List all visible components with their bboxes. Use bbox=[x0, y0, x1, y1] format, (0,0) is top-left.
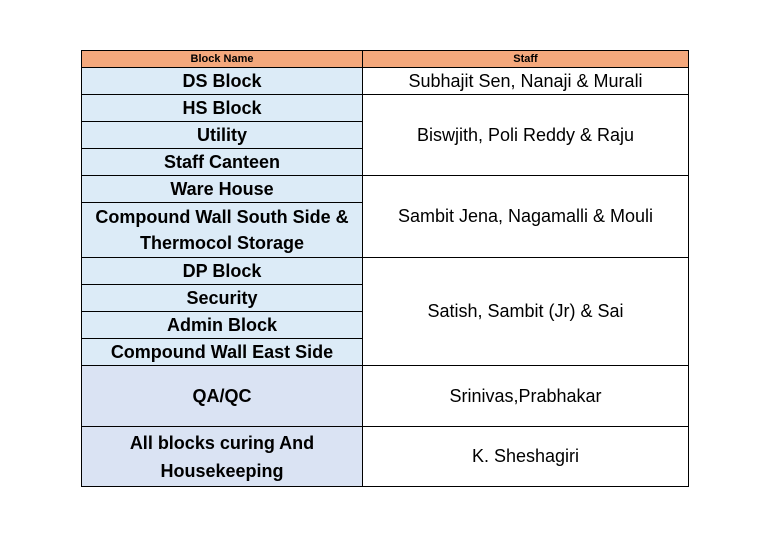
staff-header: Staff bbox=[363, 51, 689, 68]
table-row bbox=[82, 176, 689, 203]
table-row bbox=[82, 366, 689, 427]
block-name-cell: QA/QC bbox=[82, 366, 363, 427]
staff-cell: Satish, Sambit (Jr) & Sai bbox=[363, 258, 689, 366]
block-name-cell: Admin Block bbox=[82, 312, 363, 339]
block-name-cell: DP Block bbox=[82, 258, 363, 285]
staff-cell: Srinivas,Prabhakar bbox=[363, 366, 689, 427]
block-name-cell: Staff Canteen bbox=[82, 149, 363, 176]
staff-cell: Subhajit Sen, Nanaji & Murali bbox=[363, 68, 689, 95]
staff-cell: K. Sheshagiri bbox=[363, 427, 689, 487]
block-name-cell: Compound Wall South Side & Thermocol Storage bbox=[82, 203, 363, 258]
staff-assignment-table bbox=[81, 50, 689, 487]
block-name-cell: HS Block bbox=[82, 95, 363, 122]
table-row bbox=[82, 95, 689, 122]
block-name-cell: Utility bbox=[82, 122, 363, 149]
block-name-cell: Compound Wall East Side bbox=[82, 339, 363, 366]
block-name-header: Block Name bbox=[82, 51, 363, 68]
block-name-cell: Security bbox=[82, 285, 363, 312]
block-name-cell: Ware House bbox=[82, 176, 363, 203]
block-name-cell: All blocks curing And Housekeeping bbox=[82, 427, 363, 487]
staff-cell: Sambit Jena, Nagamalli & Mouli bbox=[363, 176, 689, 258]
table-row bbox=[82, 427, 689, 487]
table-row bbox=[82, 68, 689, 95]
table-row bbox=[82, 258, 689, 285]
staff-cell: Biswjith, Poli Reddy & Raju bbox=[363, 95, 689, 176]
block-name-cell: DS Block bbox=[82, 68, 363, 95]
header-row bbox=[82, 51, 689, 68]
